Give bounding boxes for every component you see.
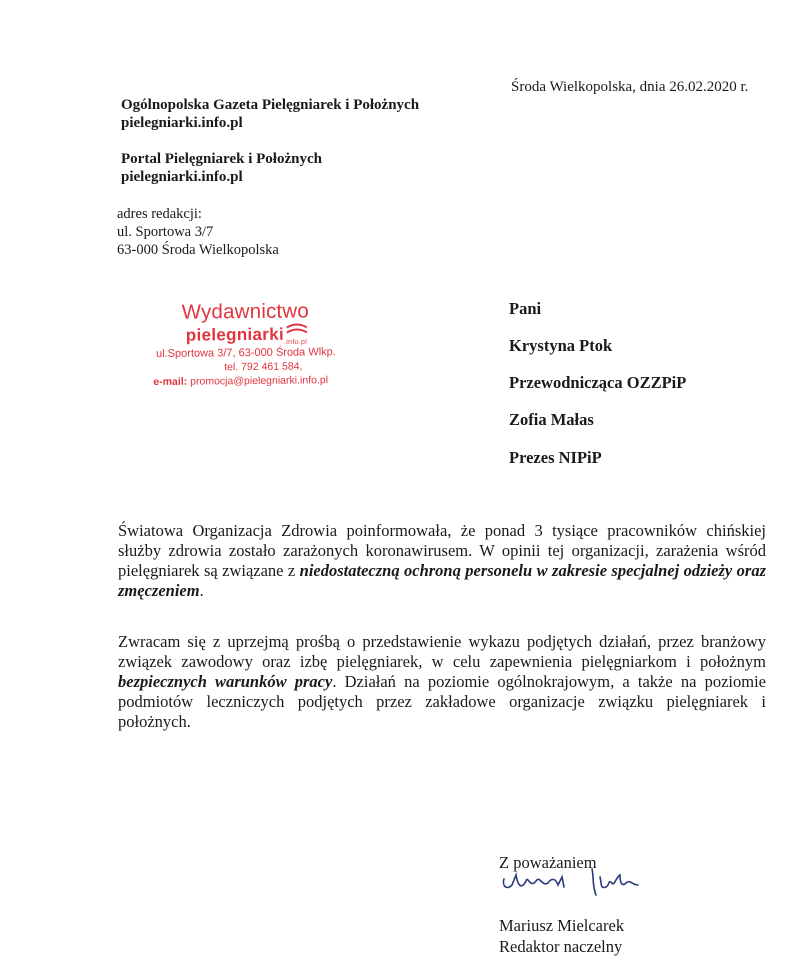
recipient-1-title: Przewodnicząca OZZPiP (509, 373, 687, 392)
publication-2-name: Portal Pielęgniarek i Położnych (121, 151, 322, 167)
stamp-address: ul.Sportowa 3/7, 63-000 Środa Wlkp. (156, 346, 336, 361)
p2-text: Zwracam się z uprzejmą prośbą o przedstawienie wykazu podjętych działań, przez branżowy związek zawodowy oraz izbę pielęgniarek, w celu zapewnienia pielęgniarkom i położnym (118, 632, 766, 671)
publisher-stamp (152, 299, 353, 396)
editorial-address (117, 205, 279, 259)
stamp-email-label: e-mail: (153, 375, 188, 389)
p2-end: . Działań na poziomie ogólnokrajowym, a także na poziomie podmiotów leczniczych podjętych przez zakładowe organizacje związku pielęgniarek i położnych. (118, 672, 766, 731)
recipient-2-title: Prezes NIPiP (509, 448, 602, 467)
stamp-brand-name: pielegniarki (185, 324, 285, 345)
stamp-email: promocja@pielegniarki.info.pl (190, 374, 329, 388)
address-city: 63-000 Środa Wielkopolska (117, 242, 279, 258)
p1-text: Światowa Organizacja Zdrowia poinformowała, że ponad 3 tysiące pracowników chińskiej służby zdrowia zostało zarażonych koronawirusem. W opinii tej organizacji, zarażenia wśród pielęgniarek są związane z (118, 521, 766, 580)
recipient-2-name: Zofia Małas (509, 410, 594, 429)
publication-2-site: pielegniarki.info.pl (121, 169, 243, 185)
address-street: ul. Sportowa 3/7 (117, 224, 214, 240)
letter-date: Środa Wielkopolska, dnia 26.02.2020 r. (511, 79, 749, 95)
stamp-email-line (153, 374, 328, 388)
p2-emphasis: bezpiecznych warunków pracy (118, 672, 333, 691)
body-paragraph-2 (118, 632, 766, 732)
publication-1-name: Ogólnopolska Gazeta Pielęgniarek i Położnych (121, 97, 420, 113)
stamp-title: Wydawnictwo (181, 299, 310, 324)
recipient-salutation: Pani (509, 299, 542, 318)
sender-publication-2 (121, 150, 322, 186)
stamp-phone: tel. 792 461 584, (224, 360, 303, 374)
sender-publication-1 (121, 96, 419, 132)
body-paragraph-1 (118, 521, 766, 601)
signer-name: Mariusz Mielcarek (499, 916, 625, 935)
p1-end: . (199, 581, 204, 600)
stamp-wave-icon (285, 321, 309, 337)
recipient-1-name: Krystyna Ptok (509, 336, 613, 355)
closing-block (499, 852, 624, 957)
signer-role: Redaktor naczelny (499, 937, 623, 956)
p1-emphasis: niedostateczną ochroną personelu w zakresie specjalnej odzieży oraz zmęczeniem (118, 561, 766, 600)
stamp-brand-suffix: .info.pl (284, 338, 308, 347)
closing-regards: Z poważaniem (499, 853, 597, 872)
publication-1-site: pielegniarki.info.pl (121, 115, 243, 131)
address-label: adres redakcji: (117, 206, 202, 222)
